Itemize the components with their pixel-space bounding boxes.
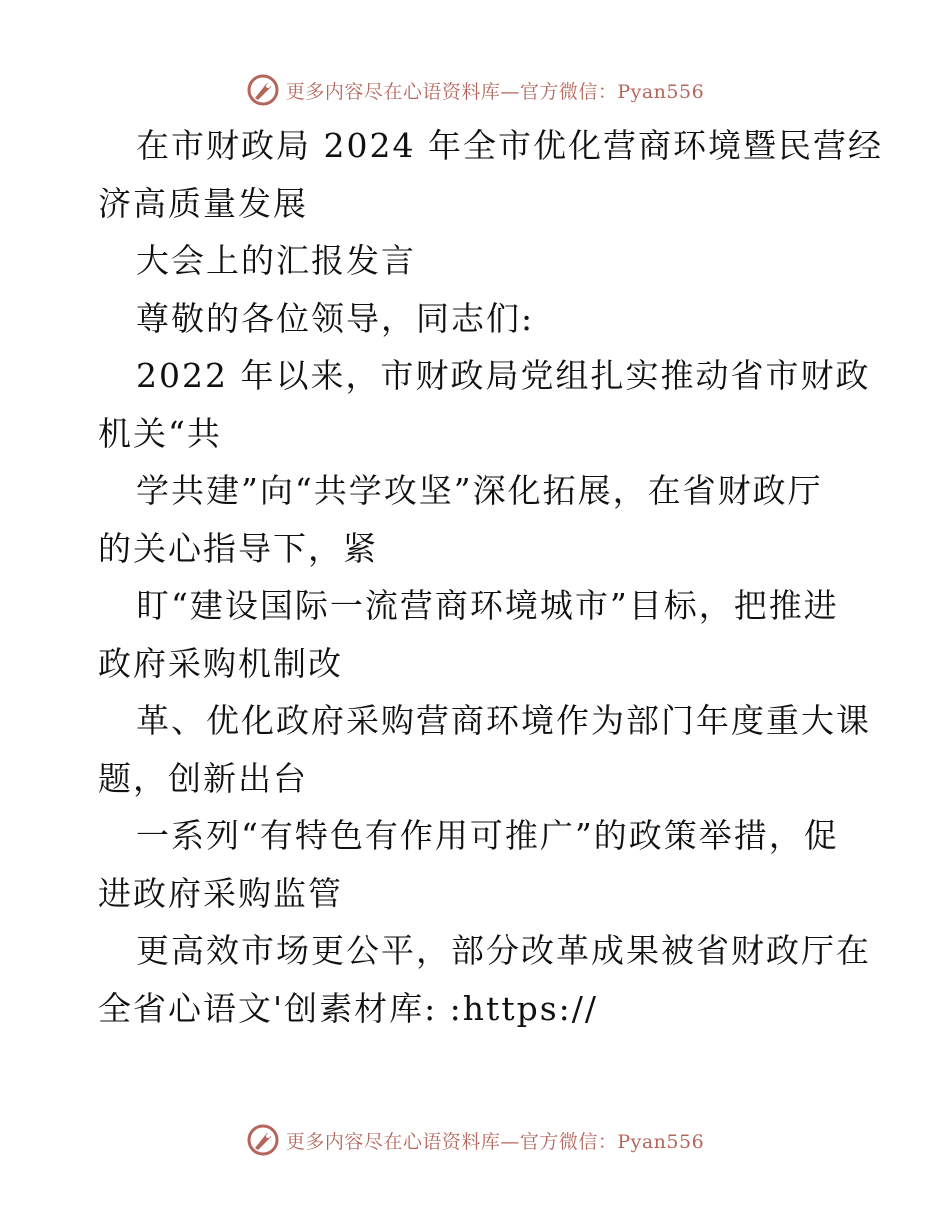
header-watermark — [0, 70, 950, 110]
body-line: 革、优化政府采购营商环境作为部门年度重大课 — [136, 701, 871, 740]
body-line: 盯“建设国际一流营商环境城市”目标，把推进 — [136, 586, 839, 625]
body-line: 的关心指导下，紧 — [98, 528, 378, 568]
body-line: 在市财政局 2024 年全市优化营商环境暨民营经 — [136, 126, 883, 165]
body-line: 学共建”向“共学攻坚”深化拓展，在省财政厅 — [136, 471, 823, 510]
body-line: 进政府采购监管 — [98, 873, 343, 913]
document-body — [98, 117, 883, 1037]
pen-nib-circle-icon — [246, 1123, 280, 1157]
body-line: 2022 年以来，市财政局党组扎实推动省市财政 — [136, 356, 871, 395]
body-line: 大会上的汇报发言 — [136, 241, 416, 280]
watermark-text: 更多内容尽在心语资料库—官方微信：Pyan556 — [285, 1130, 705, 1153]
body-line: 更高效市场更公平，部分改革成果被省财政厅在 — [136, 931, 871, 970]
footer-watermark — [0, 1120, 950, 1160]
body-line: 济高质量发展 — [98, 183, 308, 223]
watermark-text: 更多内容尽在心语资料库—官方微信：Pyan556 — [285, 80, 705, 103]
pen-nib-circle-icon — [246, 73, 280, 107]
body-line: 政府采购机制改 — [98, 643, 343, 683]
body-line: 尊敬的各位领导，同志们: — [136, 298, 535, 338]
body-line: 机关“共 — [98, 413, 222, 453]
body-line: 一系列“有特色有作用可推广”的政策举措，促 — [136, 816, 839, 855]
body-line: 题，创新出台 — [98, 758, 308, 798]
body-line: 全省心语文'创素材库: :https:// — [98, 988, 598, 1028]
